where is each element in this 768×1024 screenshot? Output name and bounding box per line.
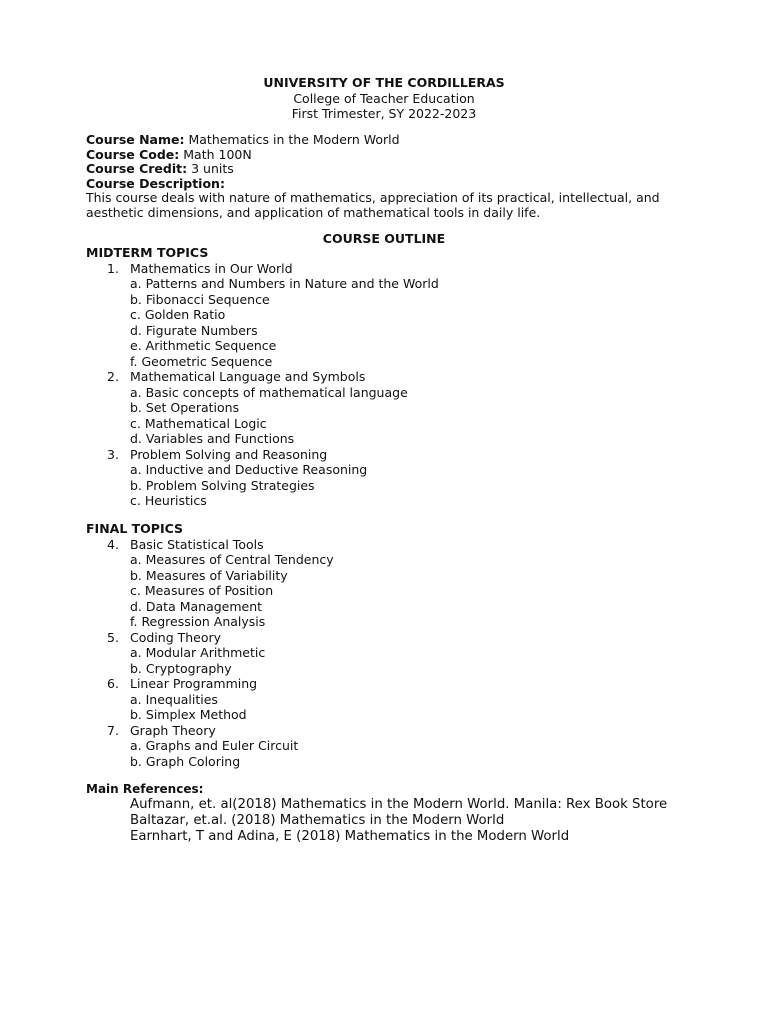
subtopic-item: a. Basic concepts of mathematical language: [130, 384, 408, 400]
term-label: First Trimester, SY 2022-2023: [291, 106, 477, 121]
subtopic-item: c. Mathematical Logic: [130, 415, 267, 431]
topic-number: 7.: [107, 722, 119, 738]
course-code-value: Math 100N: [179, 146, 252, 162]
topic-item: [86, 261, 439, 277]
subtopic-item: a. Graphs and Euler Circuit: [130, 738, 299, 753]
subtopic-item: c. Heuristics: [130, 493, 207, 508]
course-description: This course deals with nature of mathematics, appreciation of its practical, intellectual, and aesthetic dimensions, and application of mathematical tools in daily life.: [86, 190, 660, 220]
subtopic-item: a. Inductive and Deductive Reasoning: [130, 462, 368, 477]
college-name: College of Teacher Education: [293, 90, 475, 106]
topic-item: [86, 630, 334, 646]
document-header: [0, 75, 768, 122]
subtopic-item: e. Arithmetic Sequence: [130, 338, 277, 353]
subtopic-item: b. Graph Coloring: [130, 753, 241, 769]
subtopic-item: b. Fibonacci Sequence: [130, 291, 270, 307]
subtopic-item: f. Geometric Sequence: [130, 353, 273, 369]
subtopic-item: a. Measures of Central Tendency: [130, 552, 334, 567]
topic-number: 3.: [107, 446, 119, 462]
topic-item: [86, 723, 334, 739]
topic-title: Mathematics in Our World: [130, 260, 293, 276]
topic-number: 1.: [107, 260, 119, 276]
topic-item: [86, 447, 439, 463]
topic-title: Mathematical Language and Symbols: [130, 369, 366, 384]
topic-item: [86, 676, 334, 692]
topic-title: Problem Solving and Reasoning: [130, 446, 328, 462]
course-credit-line: [86, 162, 706, 177]
subtopic-item: b. Set Operations: [130, 400, 240, 415]
subtopic-item: c. Golden Ratio: [130, 307, 226, 322]
reference-item: Baltazar, et.al. (2018) Mathematics in the Modern World: [130, 813, 505, 828]
topic-title: Linear Programming: [130, 676, 258, 691]
topic-item: [86, 537, 334, 553]
course-info: [86, 133, 706, 220]
course-description-label: Course Description:: [86, 175, 225, 191]
course-name-line: [86, 133, 706, 148]
subtopic-item: d. Variables and Functions: [130, 431, 295, 446]
course-credit-label: Course Credit:: [86, 161, 188, 176]
reference-item: Earnhart, T and Adina, E (2018) Mathematics in the Modern World: [130, 829, 570, 844]
subtopic-item: a. Modular Arithmetic: [130, 645, 266, 660]
subtopic-item: a. Patterns and Numbers in Nature and the World: [130, 276, 439, 291]
course-description-line: [86, 177, 706, 192]
course-code-label: Course Code:: [86, 146, 180, 162]
subtopic-item: b. Problem Solving Strategies: [130, 477, 315, 493]
references-heading: Main References:: [86, 782, 204, 796]
course-name-value: Mathematics in the Modern World: [184, 132, 400, 147]
reference-item: Aufmann, et. al(2018) Mathematics in the Modern World. Manila: Rex Book Store: [130, 797, 668, 812]
course-code-line: [86, 148, 706, 163]
main-references: [86, 782, 667, 845]
subtopic-item: b. Simplex Method: [130, 707, 247, 722]
subtopic-item: a. Inequalities: [130, 691, 218, 707]
final-topics-section: [86, 521, 334, 769]
subtopic-item: b. Cryptography: [130, 660, 232, 676]
subtopic-item: b. Measures of Variability: [130, 567, 288, 583]
topic-number: 2.: [107, 369, 119, 384]
university-name: UNIVERSITY OF THE CORDILLERAS: [263, 75, 505, 90]
topic-number: 4.: [107, 536, 119, 552]
final-topics-heading: FINAL TOPICS: [86, 521, 184, 536]
midterm-topics-heading: MIDTERM TOPICS: [86, 245, 209, 260]
midterm-topics-section: [86, 245, 439, 509]
topic-number: 6.: [107, 676, 119, 691]
topic-title: Basic Statistical Tools: [130, 536, 264, 552]
topic-number: 5.: [107, 629, 119, 645]
course-credit-value: 3 units: [187, 161, 234, 176]
subtopic-item: d. Figurate Numbers: [130, 322, 258, 338]
subtopic-item: d. Data Management: [130, 598, 263, 614]
course-outline-heading: COURSE OUTLINE: [322, 231, 446, 246]
topic-title: Graph Theory: [130, 722, 216, 738]
subtopic-item: c. Measures of Position: [130, 583, 274, 598]
course-name-label: Course Name:: [86, 132, 185, 147]
subtopic-item: f. Regression Analysis: [130, 614, 266, 629]
topic-title: Coding Theory: [130, 629, 222, 645]
topic-item: [86, 369, 439, 385]
